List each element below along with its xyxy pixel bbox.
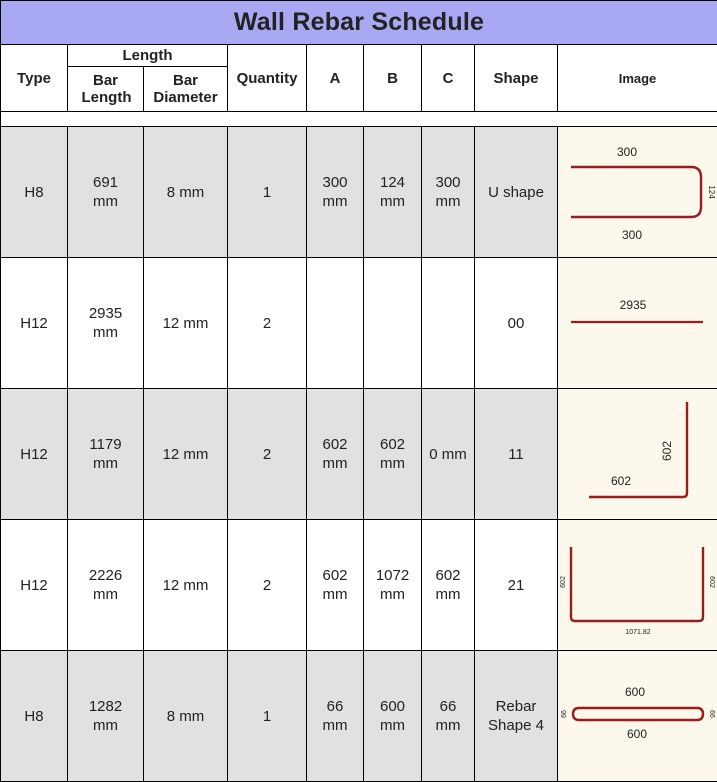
cell-image xyxy=(558,651,717,782)
dim-bottom-label: 1071.82 xyxy=(625,629,650,636)
cell-type: H12 xyxy=(1,258,68,389)
rebar-line xyxy=(571,547,703,621)
dim-bottom-label: 602 xyxy=(610,474,630,488)
cell-shape: 21 xyxy=(475,520,558,651)
header-length-group: Length xyxy=(68,45,228,67)
cell-b xyxy=(364,258,422,389)
closed-loop-diagram xyxy=(559,651,717,776)
table-row xyxy=(1,520,717,651)
cell-shape: Rebar Shape 4 xyxy=(475,651,558,782)
spacer-row xyxy=(1,112,717,127)
cell-shape: 11 xyxy=(475,389,558,520)
u-shape-diagram xyxy=(559,127,717,252)
cell-a: 602 mm xyxy=(307,389,364,520)
cell-type: H12 xyxy=(1,520,68,651)
cell-bar-diameter: 8 mm xyxy=(144,127,228,258)
dim-top-label: 2935 xyxy=(619,298,646,312)
cell-bar-diameter: 8 mm xyxy=(144,651,228,782)
cell-b: 124 mm xyxy=(364,127,422,258)
header-image: Image xyxy=(558,45,717,112)
header-type: Type xyxy=(1,45,68,112)
cell-image xyxy=(558,520,717,651)
rebar-line xyxy=(571,167,701,217)
table-row xyxy=(1,651,717,782)
cell-shape: 00 xyxy=(475,258,558,389)
dim-top-label: 600 xyxy=(624,685,644,699)
cell-c xyxy=(422,258,475,389)
table-row xyxy=(1,127,717,258)
cell-c: 0 mm xyxy=(422,389,475,520)
cell-bar-length: 1179 mm xyxy=(68,389,144,520)
cell-type: H12 xyxy=(1,389,68,520)
dim-left-label: 66 xyxy=(561,710,568,718)
cell-b: 1072 mm xyxy=(364,520,422,651)
straight-bar-diagram xyxy=(559,258,717,383)
header-b: B xyxy=(364,45,422,112)
dim-left-label: 602 xyxy=(560,576,567,588)
dim-bottom-label: 300 xyxy=(621,228,641,242)
cell-quantity: 2 xyxy=(228,389,307,520)
cell-quantity: 2 xyxy=(228,258,307,389)
schedule-title: Wall Rebar Schedule xyxy=(1,1,717,45)
cell-a: 300 mm xyxy=(307,127,364,258)
cell-a: 66 mm xyxy=(307,651,364,782)
header-a: A xyxy=(307,45,364,112)
table-row xyxy=(1,258,717,389)
dim-side-label: 124 xyxy=(707,185,716,199)
cell-image xyxy=(558,127,717,258)
cell-bar-length: 2935 mm xyxy=(68,258,144,389)
cell-a: 602 mm xyxy=(307,520,364,651)
header-c: C xyxy=(422,45,475,112)
cell-c: 66 mm xyxy=(422,651,475,782)
cell-type: H8 xyxy=(1,651,68,782)
cell-bar-diameter: 12 mm xyxy=(144,520,228,651)
cell-a xyxy=(307,258,364,389)
cell-bar-diameter: 12 mm xyxy=(144,389,228,520)
u-bar-diagram xyxy=(559,520,717,645)
dim-right-label: 66 xyxy=(708,710,715,718)
rebar-line xyxy=(573,708,703,720)
cell-type: H8 xyxy=(1,127,68,258)
cell-b: 602 mm xyxy=(364,389,422,520)
header-bar-diameter: Bar Diameter xyxy=(144,67,228,112)
cell-image xyxy=(558,258,717,389)
cell-quantity: 1 xyxy=(228,127,307,258)
cell-bar-length: 1282 mm xyxy=(68,651,144,782)
header-bar-length: Bar Length xyxy=(68,67,144,112)
cell-b: 600 mm xyxy=(364,651,422,782)
cell-bar-diameter: 12 mm xyxy=(144,258,228,389)
cell-bar-length: 2226 mm xyxy=(68,520,144,651)
table-row xyxy=(1,389,717,520)
cell-image xyxy=(558,389,717,520)
header-quantity: Quantity xyxy=(228,45,307,112)
cell-quantity: 1 xyxy=(228,651,307,782)
cell-bar-length: 691 mm xyxy=(68,127,144,258)
cell-c: 602 mm xyxy=(422,520,475,651)
dim-right-label: 602 xyxy=(708,576,715,588)
dim-top-label: 300 xyxy=(616,145,636,159)
dim-bottom-label: 600 xyxy=(626,727,646,741)
cell-shape: U shape xyxy=(475,127,558,258)
cell-c: 300 mm xyxy=(422,127,475,258)
cell-quantity: 2 xyxy=(228,520,307,651)
l-shape-diagram xyxy=(559,389,717,514)
dim-side-label: 602 xyxy=(660,441,674,461)
header-shape: Shape xyxy=(475,45,558,112)
